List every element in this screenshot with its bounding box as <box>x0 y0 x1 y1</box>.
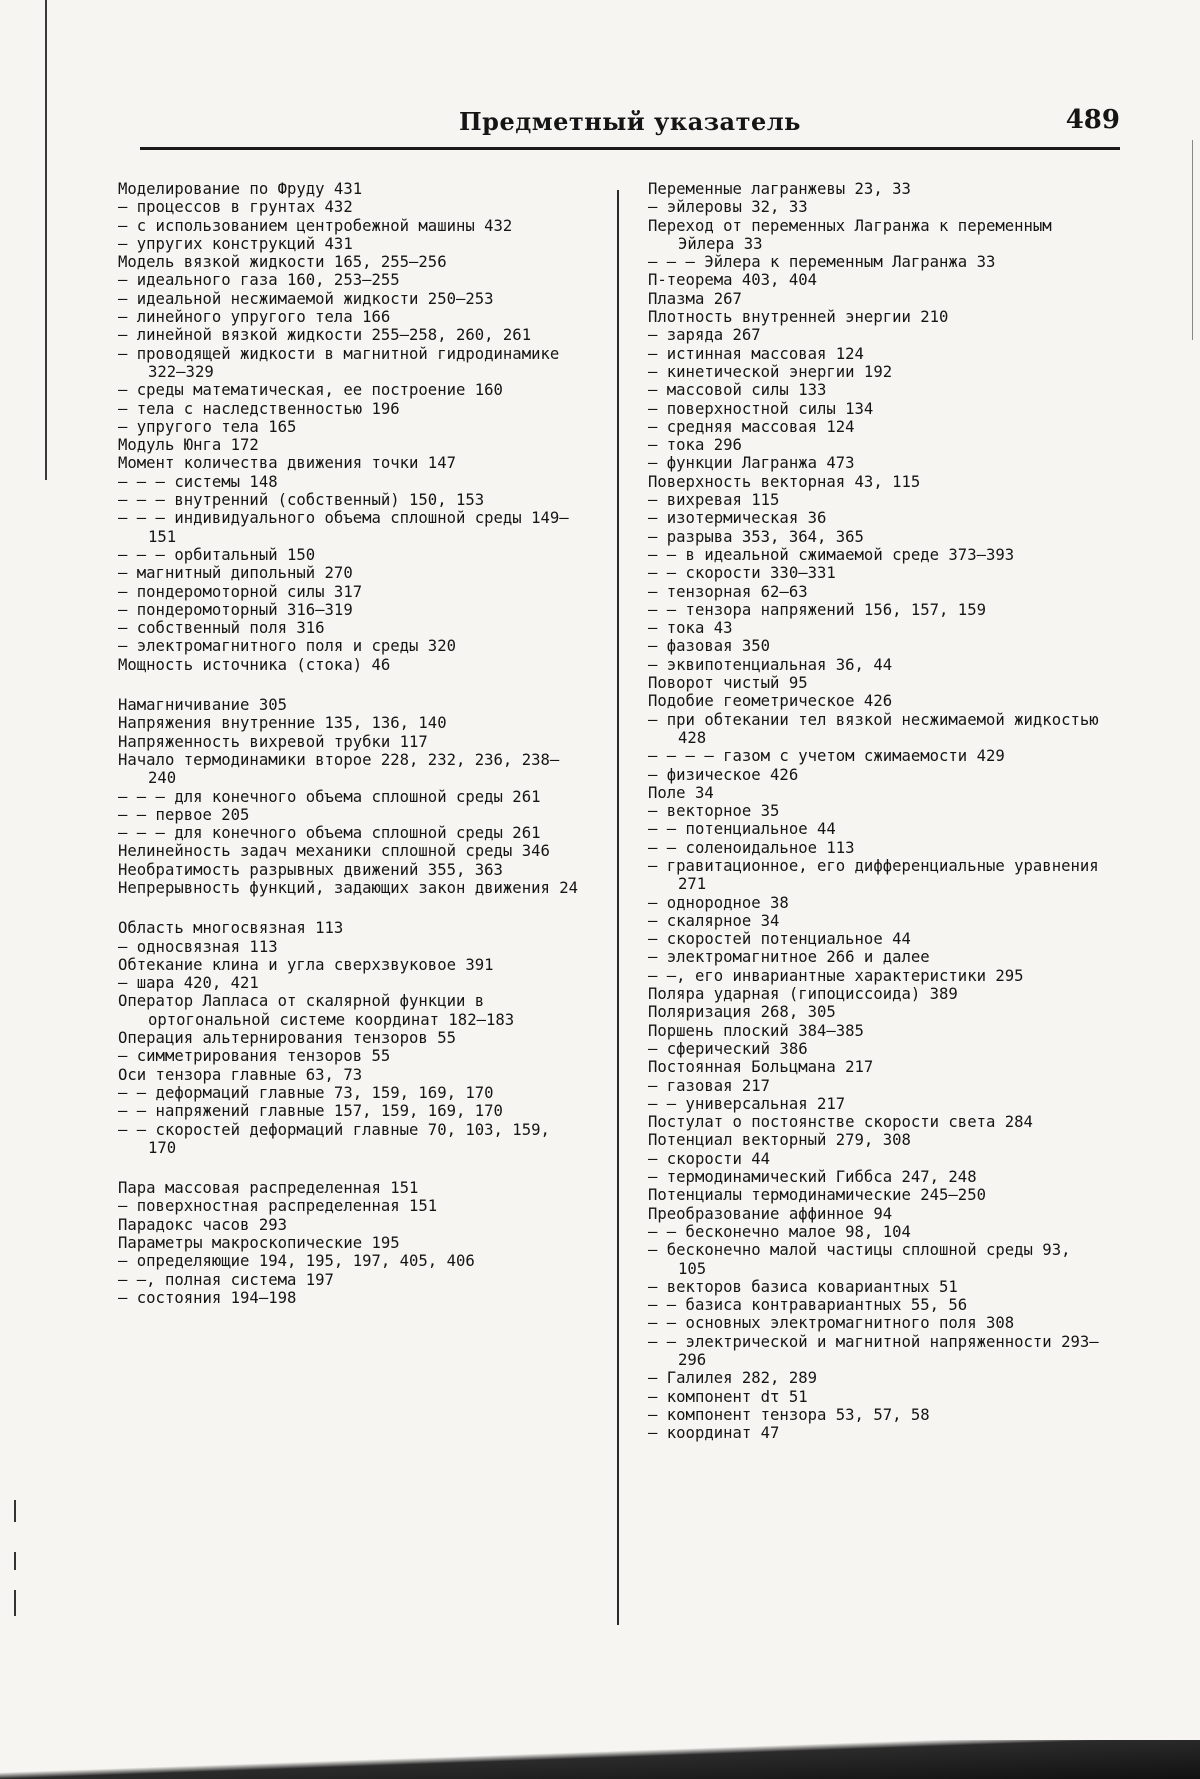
section-gap <box>118 674 584 696</box>
index-entry: — — — индивидуального объема сплошной среды 149—151 <box>118 509 569 546</box>
index-entry: Область многосвязная 113 <box>118 919 344 938</box>
index-entry: — проводящей жидкости в магнитной гидродинамике 322—329 <box>118 344 560 381</box>
index-entry: — — бесконечно малое 98, 104 <box>648 1222 911 1241</box>
index-entry: Поляризация 268, 305 <box>648 1003 836 1022</box>
index-entry: Поворот чистый 95 <box>648 674 808 693</box>
index-entry: — однородное 38 <box>648 893 789 912</box>
index-entry: — собственный поля 316 <box>118 619 325 638</box>
index-entry: — процессов в грунтах 432 <box>118 198 353 217</box>
index-entry: — — соленоидальное 113 <box>648 838 855 857</box>
index-entry: — — скоростей деформаций главные 70, 103, 159, 170 <box>118 1120 550 1157</box>
index-entry: — пондеромоторный 316—319 <box>118 600 353 619</box>
index-entry: — линейного упругого тела 166 <box>118 308 391 327</box>
index-entry: Парадокс часов 293 <box>118 1215 287 1234</box>
index-entry: — эквипотенциальная 36, 44 <box>648 655 893 674</box>
index-column-left <box>118 180 584 1307</box>
index-entry: — фазовая 350 <box>648 637 771 656</box>
index-entry: — — деформаций главные 73, 159, 169, 170 <box>118 1083 494 1102</box>
index-entry: — — — орбитальный 150 <box>118 545 316 564</box>
index-entry: Обтекание клина и угла сверхзвуковое 391 <box>118 955 494 974</box>
index-entry: — —, его инвариантные характеристики 295 <box>648 966 1024 985</box>
index-entry: Переход от переменных Лагранжа к переменным Эйлера 33 <box>648 216 1052 253</box>
index-entry: Оператор Лапласа от скалярной функции в ортогональной системе координат 182—183 <box>118 992 515 1029</box>
section-gap <box>118 897 584 919</box>
index-entry: — — первое 205 <box>118 805 250 824</box>
index-entry: — — — системы 148 <box>118 472 278 491</box>
index-entry: Напряженность вихревой трубки 117 <box>118 732 428 751</box>
running-title: Предметный указатель <box>459 107 801 136</box>
index-entry: — магнитный дипольный 270 <box>118 564 353 583</box>
index-entry: — скоростей потенциальное 44 <box>648 930 911 949</box>
index-entry: — —, полная система 197 <box>118 1270 334 1289</box>
index-entry: — компонент тензора 53, 57, 58 <box>648 1405 930 1424</box>
index-entry: — тока 43 <box>648 619 733 638</box>
index-entry: — — — внутренний (собственный) 150, 153 <box>118 491 485 510</box>
index-entry: — кинетической энергии 192 <box>648 362 893 381</box>
index-entry: Параметры макроскопические 195 <box>118 1234 400 1253</box>
index-entry: — вихревая 115 <box>648 491 780 510</box>
index-entry: — — электрической и магнитной напряженности 293—296 <box>648 1332 1099 1369</box>
index-entry: — — — для конечного объема сплошной среды 261 <box>118 787 541 806</box>
column-divider <box>617 190 619 1625</box>
index-entry: — — потенциальное 44 <box>648 820 836 839</box>
index-entry: — векторов базиса ковариантных 51 <box>648 1277 958 1296</box>
index-entry: Непрерывность функций, задающих закон движения 24 <box>118 878 579 897</box>
index-column-right <box>648 180 1108 1442</box>
index-entry: — симметрирования тензоров 55 <box>118 1047 391 1066</box>
index-entry: — — — Эйлера к переменным Лагранжа 33 <box>648 253 996 272</box>
index-entry: — — тензора напряжений 156, 157, 159 <box>648 600 986 619</box>
index-entry: — — — для конечного объема сплошной среды 261 <box>118 824 541 843</box>
index-entry: — Галилея 282, 289 <box>648 1369 817 1388</box>
index-entry: — изотермическая 36 <box>648 509 827 528</box>
index-entry: — электромагнитного поля и среды 320 <box>118 637 456 656</box>
index-entry: Модуль Юнга 172 <box>118 436 259 455</box>
index-entry: Модель вязкой жидкости 165, 255—256 <box>118 253 447 272</box>
index-entry: Поляра ударная (гипоциссоида) 389 <box>648 985 958 1004</box>
index-entry: — скалярное 34 <box>648 911 780 930</box>
index-entry: Операция альтернирования тензоров 55 <box>118 1029 456 1048</box>
index-entry: — сферический 386 <box>648 1039 808 1058</box>
margin-marks <box>8 1500 28 1620</box>
index-entry: — эйлеровы 32, 33 <box>648 198 808 217</box>
index-entry: — поверхностной силы 134 <box>648 399 874 418</box>
index-entry: Начало термодинамики второе 228, 232, 236, 238—240 <box>118 750 560 788</box>
scan-edge-line-right <box>1192 140 1193 340</box>
scan-shadow-bottom <box>0 1740 1200 1779</box>
index-entry: — — — — газом с учетом сжимаемости 429 <box>648 747 1005 766</box>
index-entry: — пондеромоторной силы 317 <box>118 582 363 601</box>
index-entry: — бесконечно малой частицы сплошной среды 93, 105 <box>648 1241 1071 1278</box>
index-entry: — — основных электромагнитного поля 308 <box>648 1314 1015 1333</box>
index-entry: Поверхность векторная 43, 115 <box>648 472 921 491</box>
index-entry: — — напряжений главные 157, 159, 169, 170 <box>118 1102 503 1121</box>
index-entry: — с использованием центробежной машины 432 <box>118 216 513 235</box>
index-entry: Потенциал векторный 279, 308 <box>648 1131 911 1150</box>
index-entry: — — скорости 330—331 <box>648 564 836 583</box>
index-entry: — физическое 426 <box>648 765 799 784</box>
index-entry: Постулат о постоянстве скорости света 284 <box>648 1113 1033 1132</box>
index-entry: П-теорема 403, 404 <box>648 271 817 290</box>
index-entry: — — универсальная 217 <box>648 1094 846 1113</box>
index-entry: — линейной вязкой жидкости 255—258, 260, 261 <box>118 326 532 345</box>
index-entry: — среды математическая, ее построение 160 <box>118 381 503 400</box>
index-entry: — электромагнитное 266 и далее <box>648 948 930 967</box>
index-entry: — поверхностная распределенная 151 <box>118 1197 438 1216</box>
index-entry: — состояния 194—198 <box>118 1288 297 1307</box>
index-entry: — координат 47 <box>648 1424 780 1443</box>
index-entry: — средняя массовая 124 <box>648 417 855 436</box>
index-entry: Поршень плоский 384—385 <box>648 1021 864 1040</box>
index-entry: Оси тензора главные 63, 73 <box>118 1065 363 1084</box>
scan-edge-line-left <box>45 0 47 480</box>
index-entry: Постоянная Больцмана 217 <box>648 1058 874 1077</box>
index-entry: — истинная массовая 124 <box>648 344 864 363</box>
index-entry: — односвязная 113 <box>118 937 278 956</box>
index-entry: — скорости 44 <box>648 1149 771 1168</box>
index-entry: Моделирование по Фруду 431 <box>118 180 363 198</box>
index-entry: — тока 296 <box>648 436 742 455</box>
index-entry: — — базиса контравариантных 55, 56 <box>648 1296 968 1315</box>
index-entry: — при обтекании тел вязкой несжимаемой жидкостью 428 <box>648 710 1099 747</box>
index-entry: — упругого тела 165 <box>118 417 297 436</box>
index-entry: — заряда 267 <box>648 326 761 345</box>
index-entry: Напряжения внутренние 135, 136, 140 <box>118 714 447 733</box>
section-gap <box>118 1157 584 1179</box>
index-entry: — компонент dτ 51 <box>648 1387 808 1406</box>
index-entry: Намагничивание 305 <box>118 696 287 715</box>
index-entry: — идеального газа 160, 253—255 <box>118 271 400 290</box>
index-entry: — определяющие 194, 195, 197, 405, 406 <box>118 1252 475 1271</box>
index-entry: — тензорная 62—63 <box>648 582 808 601</box>
index-entry: — гравитационное, его дифференциальные уравнения 271 <box>648 856 1099 894</box>
index-entry: — шара 420, 421 <box>118 974 259 993</box>
index-entry: Мощность источника (стока) 46 <box>118 655 391 674</box>
index-entry: — векторное 35 <box>648 802 780 821</box>
index-entry: Поле 34 <box>648 783 714 802</box>
index-entry: — — в идеальной сжимаемой среде 373—393 <box>648 545 1015 564</box>
index-entry: Подобие геометрическое 426 <box>648 692 893 711</box>
index-entry: — газовая 217 <box>648 1076 771 1095</box>
index-entry: Плотность внутренней энергии 210 <box>648 308 949 327</box>
index-entry: Плазма 267 <box>648 289 742 308</box>
index-entry: Потенциалы термодинамические 245—250 <box>648 1186 986 1205</box>
index-entry: Необратимость разрывных движений 355, 363 <box>118 860 503 879</box>
index-entry: Преобразование аффинное 94 <box>648 1204 893 1223</box>
page-header <box>140 103 1120 150</box>
index-entry: — функции Лагранжа 473 <box>648 454 855 473</box>
index-entry: — термодинамический Гиббса 247, 248 <box>648 1168 977 1187</box>
index-entry: Нелинейность задач механики сплошной среды 346 <box>118 842 550 861</box>
index-entry: — тела с наследственностью 196 <box>118 399 400 418</box>
index-entry: — разрыва 353, 364, 365 <box>648 527 864 546</box>
page-number: 489 <box>1065 105 1120 135</box>
index-entry: — упругих конструкций 431 <box>118 234 353 253</box>
index-entry: Момент количества движения точки 147 <box>118 454 456 473</box>
index-entry: — идеальной несжимаемой жидкости 250—253 <box>118 289 494 308</box>
index-entry: Переменные лагранжевы 23, 33 <box>648 180 911 198</box>
index-entry: — массовой силы 133 <box>648 381 827 400</box>
index-entry: Пара массовая распределенная 151 <box>118 1179 419 1198</box>
